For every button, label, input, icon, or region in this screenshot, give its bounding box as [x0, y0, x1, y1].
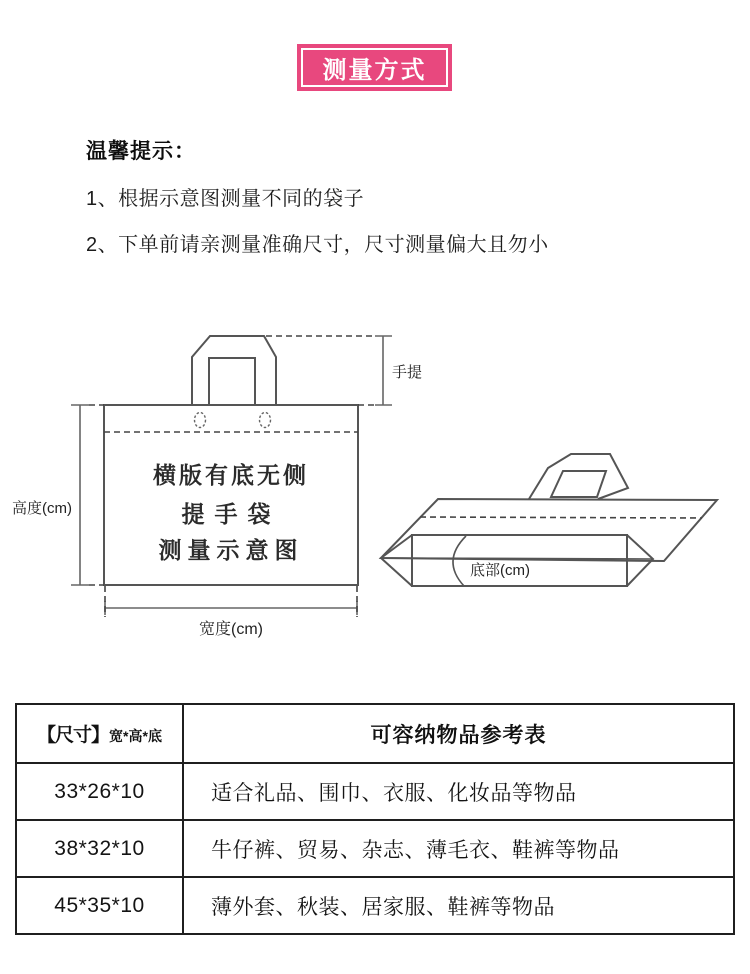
flat-bag-handle-hole [551, 471, 606, 497]
table-header-row [16, 704, 734, 763]
table-row [16, 763, 734, 820]
table-row [16, 877, 734, 934]
handle-label: 手提 [392, 364, 423, 381]
flat-bag-top-surface [381, 499, 717, 561]
width-label: 宽度(cm) [199, 621, 263, 638]
size-value: 33*26*10 [16, 763, 183, 820]
height-label: 高度(cm) [12, 500, 72, 517]
height-measure-line [71, 405, 89, 585]
size-reference-table [15, 703, 735, 935]
size-header-subtitle: 宽*高*底 [109, 728, 162, 744]
front-bag-title-line-1: 横版有底无侧 [153, 462, 309, 488]
flat-bag-handle-outline [529, 454, 628, 499]
measure-banner-title: 测量方式 [301, 48, 448, 87]
items-value: 适合礼品、围巾、衣服、化妆品等物品 [183, 763, 734, 820]
bag-measurement-diagram [0, 325, 750, 645]
front-bag-title-line-3: 测量示意图 [158, 537, 304, 563]
size-value: 38*32*10 [16, 820, 183, 877]
size-column-header [16, 704, 183, 763]
handle-measure-line [375, 336, 392, 405]
width-measure-line [105, 601, 357, 615]
snap-hole-left [195, 413, 206, 428]
tips-section [86, 135, 706, 257]
tip-item-2: 2、下单前请亲测量准确尺寸，尺寸测量偏大且勿小 [86, 234, 549, 256]
flat-bag-center-line [381, 558, 653, 559]
width-measure-dashes [105, 586, 357, 617]
tips-heading: 温馨提示： [86, 140, 196, 163]
bottom-measure-arc [453, 536, 466, 586]
measure-banner [297, 44, 452, 91]
bottom-label: 底部(cm) [470, 562, 530, 579]
front-bag-title-line-2: 提手袋 [181, 501, 281, 527]
size-value: 45*35*10 [16, 877, 183, 934]
table-row [16, 820, 734, 877]
size-header-title: 【尺寸】 [37, 725, 110, 746]
front-bag-handle-outline [192, 336, 276, 405]
snap-hole-right [260, 413, 271, 428]
front-bag-diagram [12, 336, 422, 638]
handle-measure-dashes [266, 336, 375, 405]
flat-bag-fold-dashed-line [420, 517, 702, 518]
height-measure-dashes [89, 405, 104, 585]
front-bag-handle-hole [209, 358, 255, 405]
items-value: 薄外套、秋装、居家服、鞋裤等物品 [183, 877, 734, 934]
flat-bag-diagram [381, 454, 717, 586]
tip-item-1: 1、根据示意图测量不同的袋子 [86, 188, 365, 210]
items-column-header: 可容纳物品参考表 [183, 704, 734, 763]
items-value: 牛仔裤、贸易、杂志、薄毛衣、鞋裤等物品 [183, 820, 734, 877]
